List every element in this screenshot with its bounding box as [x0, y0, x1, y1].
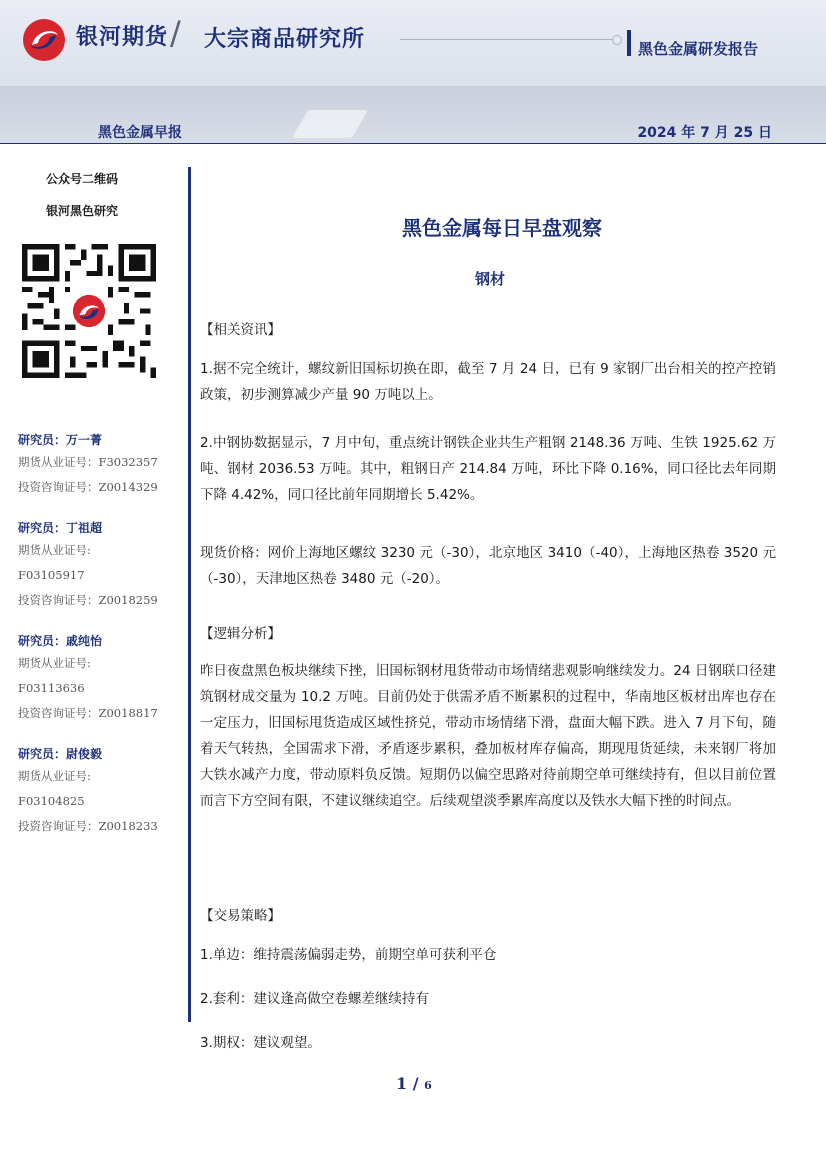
strategy-item: 1.单边：维持震荡偏弱走势，前期空单可获利平仓	[200, 947, 497, 963]
analyst-license: 期货从业证号:	[18, 769, 91, 783]
analyst-license: F03113636	[18, 681, 85, 695]
analyst-card	[18, 518, 188, 613]
analyst-license: 投资咨询证号：Z0018817	[18, 706, 158, 720]
logic-heading: 【逻辑分析】	[200, 626, 281, 642]
news-heading: 【相关资讯】	[200, 322, 281, 338]
header-dot	[612, 35, 622, 45]
analyst-list	[18, 430, 188, 857]
analyst-license: 投资咨询证号：Z0018259	[18, 593, 158, 607]
report-header	[0, 0, 826, 144]
document-title: 黑色金属每日早盘观察	[402, 216, 602, 240]
news-item: 2.中钢协数据显示，7 月中旬，重点统计钢铁企业共生产粗钢 2148.36 万吨、生铁 1925.62 万吨、钢材 2036.53 万吨。其中，粗钢日产 214.84 万吨，环比下降 0.16%，同口径比去年同期下降 4.42%，同口径比前年同期增长 5.42%。	[200, 435, 776, 503]
logic-paragraph: 昨日夜盘黑色板块继续下挫，旧国标钢材甩货带动市场情绪悲观影响继续发力。24 日钢联口径建筑钢材成交量为 10.2 万吨。目前仍处于供需矛盾不断累积的过程中，华南地区板材出库也存在一定压力，旧国标甩货造成区域性挤兑，带动市场情绪下滑，盘面大幅下跌。进入 7 月下旬，随着天气转热，全国需求下滑，矛盾逐步累积，叠加板材库存偏高，期现甩货延续，未来钢厂将加大铁水减产力度，带动原料负反馈。短期仍以偏空思路对待前期空单可继续持有，但以目前位置而言下方空间有限，不建议继续追空。后续观望淡季累库高度以及铁水大幅下挫的时间点。	[200, 663, 776, 809]
analyst-name: 研究员：戚纯怡	[18, 634, 103, 648]
galaxy-futures-logo	[22, 18, 66, 62]
header-line	[400, 39, 616, 40]
news-item: 1.据不完全统计，螺纹新旧国标切换在即，截至 7 月 24 日，已有 9 家钢厂出台相关的控产控销政策，初步测算减少产量 90 万吨以上。	[200, 361, 776, 403]
institute-name: 大宗商品研究所	[204, 27, 366, 52]
page-number	[396, 1074, 432, 1093]
analyst-name: 研究员：丁祖超	[18, 521, 103, 535]
spot-price-item: 现货价格：网价上海地区螺纹 3230 元（-30），北京地区 3410（-40），上海地区热卷 3520 元（-30），天津地区热卷 3480 元（-20）。	[200, 545, 776, 587]
report-date: 2024 年 7 月 25 日	[637, 125, 772, 141]
brand-divider: /	[170, 14, 181, 52]
analyst-license: 投资咨询证号：Z0018233	[18, 819, 158, 833]
header-accent-bar	[627, 30, 631, 56]
report-type: 黑色金属研发报告	[638, 40, 759, 58]
analyst-name: 研究员：万一菁	[18, 433, 103, 447]
analyst-card	[18, 631, 188, 726]
total-pages: 6	[424, 1079, 432, 1092]
analyst-license: 投资咨询证号：Z0014329	[18, 480, 158, 494]
analyst-license: 期货从业证号：F3032357	[18, 455, 158, 469]
header-rule	[0, 143, 826, 144]
strategy-item: 3.期权：建议观望。	[200, 1035, 321, 1051]
sidebar-divider	[188, 167, 191, 1022]
strategy-heading: 【交易策略】	[200, 908, 281, 924]
analyst-license: F03104825	[18, 794, 85, 808]
qr-code	[22, 244, 156, 378]
qr-subtitle: 银河黑色研究	[46, 204, 119, 218]
analyst-card	[18, 744, 188, 839]
page-separator: /	[412, 1074, 419, 1093]
brand-name: 银河期货	[76, 25, 169, 50]
qr-title: 公众号二维码	[46, 172, 119, 186]
analyst-card	[18, 430, 188, 500]
strategy-item: 2.套利：建议逢高做空卷螺差继续持有	[200, 991, 429, 1007]
analyst-license: F03105917	[18, 568, 85, 582]
analyst-license: 期货从业证号:	[18, 656, 91, 670]
section-title: 钢材	[474, 270, 505, 288]
report-subtitle: 黑色金属早报	[98, 125, 182, 141]
analyst-name: 研究员：尉俊毅	[18, 747, 103, 761]
analyst-license: 期货从业证号:	[18, 543, 91, 557]
current-page: 1	[396, 1074, 408, 1093]
